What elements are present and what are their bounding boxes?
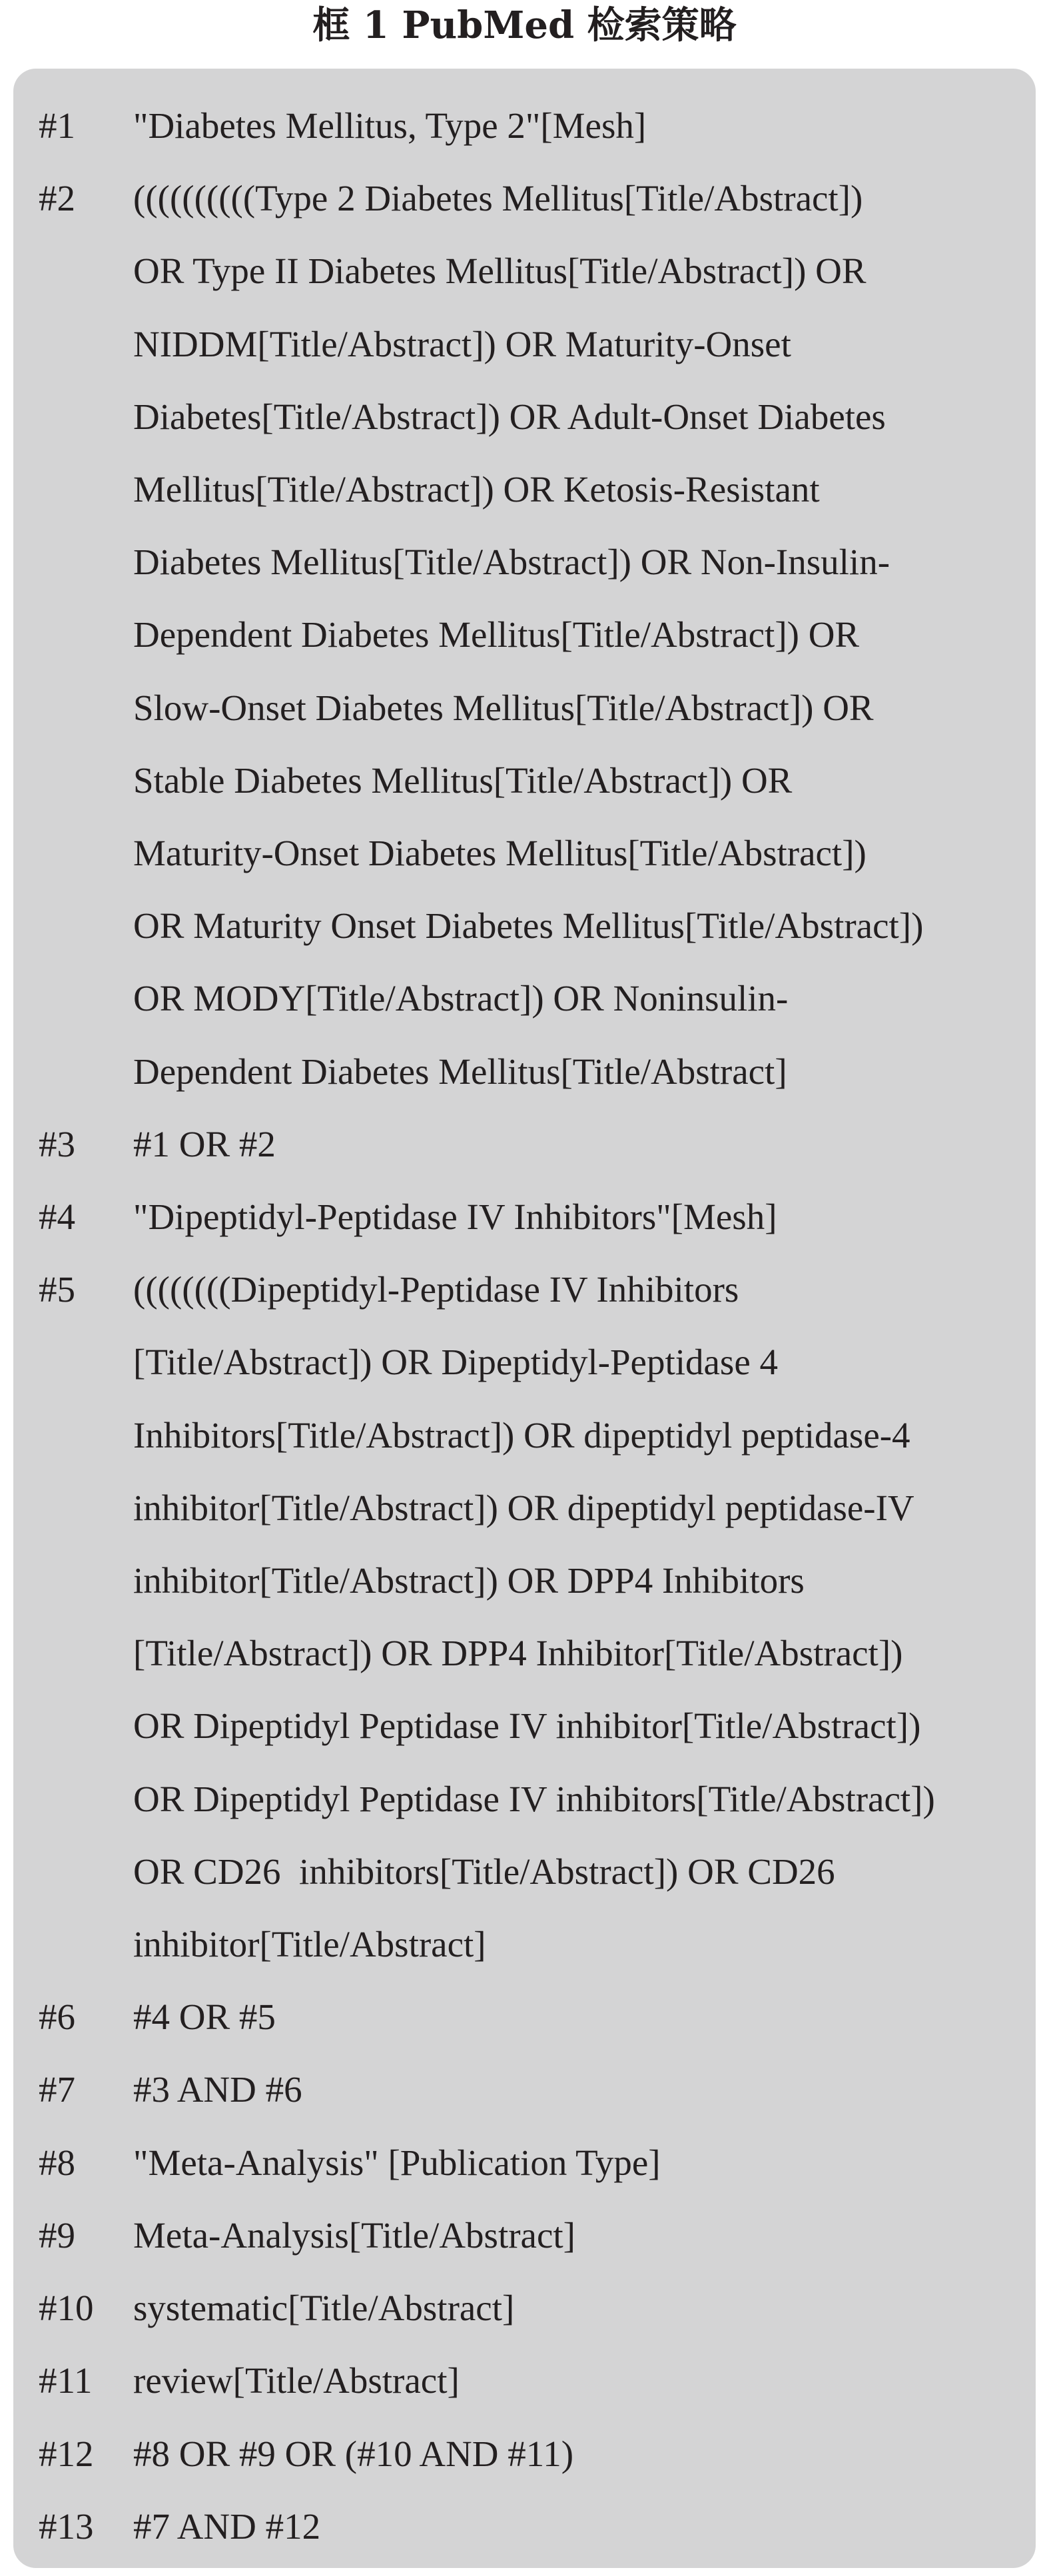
search-step-query [133, 89, 1024, 162]
search-step-number: #4 [39, 1196, 75, 1238]
query-line: systematic[Title/Abstract] [133, 2288, 515, 2329]
search-step-number: #10 [39, 2288, 94, 2329]
search-step-row [39, 2490, 1024, 2563]
search-step-query [133, 2272, 1024, 2344]
query-line: Maturity-Onset Diabetes Mellitus[Title/Abstract]) [133, 833, 867, 874]
query-line: Inhibitors[Title/Abstract]) OR dipeptidyl peptidase-4 [133, 1414, 910, 1456]
query-line: OR Dipeptidyl Peptidase IV inhibitors[Title/Abstract]) [133, 1778, 935, 1819]
query-line: Mellitus[Title/Abstract]) OR Ketosis-Resistant [133, 469, 820, 510]
search-step-query [133, 1180, 1024, 1253]
search-step-query [133, 2053, 1024, 2126]
query-line: OR CD26 inhibitors[Title/Abstract]) OR CD26 [133, 1851, 835, 1892]
search-step-number: #5 [39, 1269, 75, 1310]
query-line: ((((((((((Type 2 Diabetes Mellitus[Title/Abstract]) [133, 178, 863, 219]
query-line: "Diabetes Mellitus, Type 2"[Mesh] [133, 105, 647, 146]
search-step-row [39, 2199, 1024, 2272]
query-line: inhibitor[Title/Abstract]) OR dipeptidyl peptidase-IV [133, 1487, 914, 1528]
query-line: OR Type II Diabetes Mellitus[Title/Abstract]) OR [133, 250, 867, 292]
search-strategy-list [39, 89, 1024, 2563]
search-step-number: #11 [39, 2360, 93, 2401]
search-step-query [133, 2344, 1024, 2417]
search-step-row [39, 1108, 1024, 1180]
query-line: review[Title/Abstract] [133, 2360, 460, 2401]
search-step-number: #9 [39, 2214, 75, 2256]
query-line: Dependent Diabetes Mellitus[Title/Abstract]) OR [133, 614, 860, 655]
search-step-row [39, 2344, 1024, 2417]
query-line: "Dipeptidyl-Peptidase IV Inhibitors"[Mesh] [133, 1196, 777, 1238]
search-step-query [133, 1253, 1024, 1980]
search-step-row [39, 89, 1024, 162]
search-step-query [133, 1108, 1024, 1180]
search-step-row [39, 2126, 1024, 2199]
search-step-row [39, 2272, 1024, 2344]
table-caption: 框 1 PubMed 检索策略 [312, 3, 737, 47]
query-line: #3 AND #6 [133, 2069, 302, 2110]
query-line: OR Dipeptidyl Peptidase IV inhibitor[Title/Abstract]) [133, 1705, 921, 1747]
search-step-row [39, 1180, 1024, 1253]
query-line: #7 AND #12 [133, 2505, 321, 2547]
search-step-number: #7 [39, 2069, 75, 2110]
search-step-number: #6 [39, 1996, 75, 2038]
query-line: #4 OR #5 [133, 1996, 276, 2038]
search-step-query [133, 2126, 1024, 2199]
query-line: [Title/Abstract]) OR Dipeptidyl-Peptidase 4 [133, 1342, 778, 1383]
search-step-query [133, 2490, 1024, 2563]
search-step-query [133, 162, 1024, 1108]
search-step-number: #3 [39, 1123, 75, 1164]
search-step-query [133, 1980, 1024, 2053]
query-line: "Meta-Analysis" [Publication Type] [133, 2142, 661, 2183]
query-line: Diabetes[Title/Abstract]) OR Adult-Onset Diabetes [133, 396, 886, 437]
search-step-row [39, 162, 1024, 1108]
query-line: Diabetes Mellitus[Title/Abstract]) OR Non-Insulin- [133, 542, 890, 583]
search-step-row [39, 2417, 1024, 2490]
query-line: Stable Diabetes Mellitus[Title/Abstract]) OR [133, 759, 793, 801]
search-step-row [39, 1980, 1024, 2053]
search-step-number: #2 [39, 178, 75, 219]
query-line: ((((((((Dipeptidyl-Peptidase IV Inhibitors [133, 1269, 739, 1310]
query-line: Slow-Onset Diabetes Mellitus[Title/Abstract]) OR [133, 687, 874, 728]
query-line: Dependent Diabetes Mellitus[Title/Abstract] [133, 1051, 787, 1092]
search-step-query [133, 2199, 1024, 2272]
search-step-number: #1 [39, 105, 75, 146]
query-line: inhibitor[Title/Abstract]) OR DPP4 Inhibitors [133, 1560, 805, 1601]
query-line: Meta-Analysis[Title/Abstract] [133, 2214, 575, 2256]
search-step-number: #8 [39, 2142, 75, 2183]
query-line: OR MODY[Title/Abstract]) OR Noninsulin- [133, 978, 789, 1019]
search-step-number: #12 [39, 2433, 94, 2474]
query-line: inhibitor[Title/Abstract] [133, 1924, 486, 1965]
query-line: OR Maturity Onset Diabetes Mellitus[Title/Abstract]) [133, 905, 924, 947]
search-step-query [133, 2417, 1024, 2490]
query-line: #1 OR #2 [133, 1123, 276, 1164]
search-step-number: #13 [39, 2505, 94, 2547]
query-line: NIDDM[Title/Abstract]) OR Maturity-Onset [133, 323, 791, 364]
query-line: #8 OR #9 OR (#10 AND #11) [133, 2433, 574, 2474]
query-line: [Title/Abstract]) OR DPP4 Inhibitor[Title/Abstract]) [133, 1633, 903, 1674]
search-step-row [39, 1253, 1024, 1980]
search-step-row [39, 2053, 1024, 2126]
